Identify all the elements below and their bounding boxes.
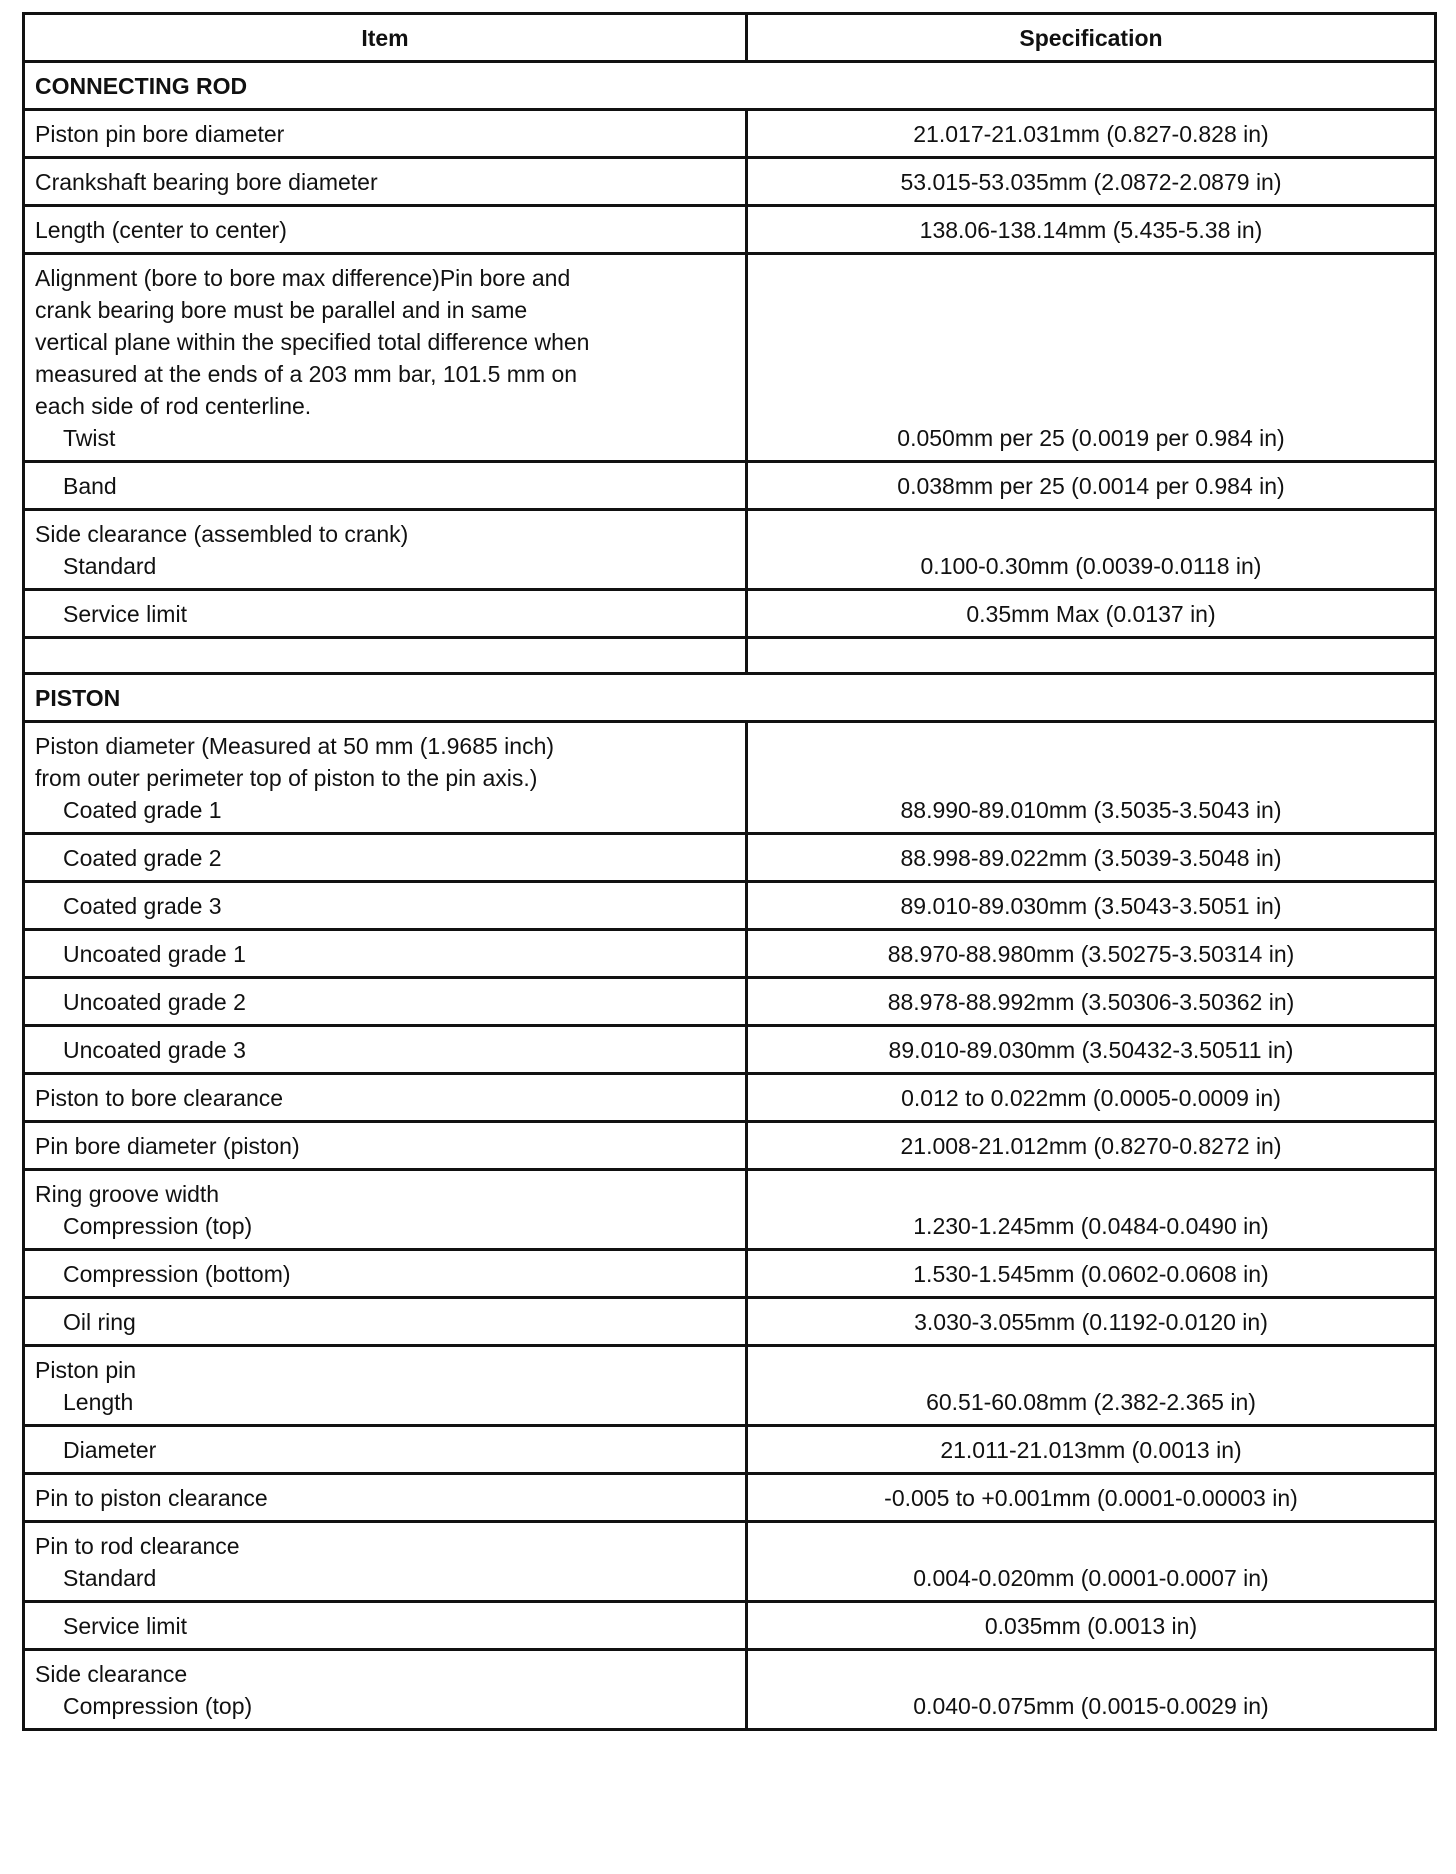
item-label: vertical plane within the specified total difference when bbox=[35, 329, 590, 355]
item-cell bbox=[24, 590, 747, 638]
item-cell bbox=[24, 510, 747, 590]
specification-value: 21.011-21.013mm (0.0013 in) bbox=[747, 1426, 1436, 1474]
specification-value: 0.012 to 0.022mm (0.0005-0.0009 in) bbox=[747, 1074, 1436, 1122]
sub-item-label: Uncoated grade 1 bbox=[63, 941, 246, 967]
item-cell bbox=[24, 1250, 747, 1298]
table-row bbox=[24, 1602, 1436, 1650]
item-cell bbox=[24, 882, 747, 930]
column-header-specification: Specification bbox=[747, 14, 1436, 62]
specification-value: 88.970-88.980mm (3.50275-3.50314 in) bbox=[747, 930, 1436, 978]
table-row bbox=[24, 206, 1436, 254]
specification-value: 0.050mm per 25 (0.0019 per 0.984 in) bbox=[747, 254, 1436, 462]
specification-table bbox=[22, 12, 1437, 1731]
table-row bbox=[24, 1522, 1436, 1602]
item-cell bbox=[24, 1346, 747, 1426]
specification-value: 1.530-1.545mm (0.0602-0.0608 in) bbox=[747, 1250, 1436, 1298]
specification-value: 0.040-0.075mm (0.0015-0.0029 in) bbox=[747, 1650, 1436, 1730]
empty-cell bbox=[24, 638, 747, 674]
sub-item-label: Band bbox=[63, 473, 117, 499]
item-cell bbox=[24, 1074, 747, 1122]
sub-item-label: Length bbox=[63, 1389, 134, 1415]
item-label: Pin to rod clearance bbox=[35, 1533, 240, 1559]
sub-item-label: Compression (bottom) bbox=[63, 1261, 291, 1287]
table-row bbox=[24, 590, 1436, 638]
item-label: Crankshaft bearing bore diameter bbox=[35, 169, 378, 195]
sub-item-label: Uncoated grade 2 bbox=[63, 989, 246, 1015]
table-row bbox=[24, 254, 1436, 462]
table-row bbox=[24, 834, 1436, 882]
sub-item-label: Service limit bbox=[63, 601, 187, 627]
section-title: CONNECTING ROD bbox=[24, 62, 1436, 110]
table-row bbox=[24, 1474, 1436, 1522]
sub-item-label: Standard bbox=[63, 1565, 157, 1591]
table-row bbox=[24, 110, 1436, 158]
item-label: Piston diameter (Measured at 50 mm (1.9685 inch) bbox=[35, 733, 555, 759]
specification-value: 89.010-89.030mm (3.5043-3.5051 in) bbox=[747, 882, 1436, 930]
sub-item-label: Compression (top) bbox=[63, 1213, 253, 1239]
table-row bbox=[24, 882, 1436, 930]
section-row bbox=[24, 674, 1436, 722]
item-cell bbox=[24, 834, 747, 882]
sub-item-label: Diameter bbox=[63, 1437, 157, 1463]
item-label: Pin to piston clearance bbox=[35, 1485, 268, 1511]
item-cell bbox=[24, 1122, 747, 1170]
specification-value: 0.100-0.30mm (0.0039-0.0118 in) bbox=[747, 510, 1436, 590]
table-row bbox=[24, 510, 1436, 590]
table-row bbox=[24, 930, 1436, 978]
item-cell bbox=[24, 1298, 747, 1346]
item-cell bbox=[24, 930, 747, 978]
empty-row bbox=[24, 638, 1436, 674]
specification-value: 88.998-89.022mm (3.5039-3.5048 in) bbox=[747, 834, 1436, 882]
item-cell bbox=[24, 1650, 747, 1730]
sub-item-label: Uncoated grade 3 bbox=[63, 1037, 246, 1063]
table-row bbox=[24, 1122, 1436, 1170]
section-title: PISTON bbox=[24, 674, 1436, 722]
specification-value: 21.008-21.012mm (0.8270-0.8272 in) bbox=[747, 1122, 1436, 1170]
item-label: Side clearance bbox=[35, 1661, 188, 1687]
table-row bbox=[24, 1346, 1436, 1426]
table-header-row bbox=[24, 14, 1436, 62]
table-row bbox=[24, 158, 1436, 206]
specification-value: 0.038mm per 25 (0.0014 per 0.984 in) bbox=[747, 462, 1436, 510]
specification-value: 0.035mm (0.0013 in) bbox=[747, 1602, 1436, 1650]
item-label: Piston pin bore diameter bbox=[35, 121, 285, 147]
specification-value: 138.06-138.14mm (5.435-5.38 in) bbox=[747, 206, 1436, 254]
table-row bbox=[24, 1170, 1436, 1250]
specification-value: 89.010-89.030mm (3.50432-3.50511 in) bbox=[747, 1026, 1436, 1074]
item-cell bbox=[24, 462, 747, 510]
item-label: Piston pin bbox=[35, 1357, 137, 1383]
item-cell bbox=[24, 1602, 747, 1650]
item-cell bbox=[24, 1026, 747, 1074]
sub-item-label: Standard bbox=[63, 553, 157, 579]
item-label: from outer perimeter top of piston to the pin axis.) bbox=[35, 765, 538, 791]
specification-value: 3.030-3.055mm (0.1192-0.0120 in) bbox=[747, 1298, 1436, 1346]
specification-value: 0.35mm Max (0.0137 in) bbox=[747, 590, 1436, 638]
specification-value: 60.51-60.08mm (2.382-2.365 in) bbox=[747, 1346, 1436, 1426]
specification-value: 1.230-1.245mm (0.0484-0.0490 in) bbox=[747, 1170, 1436, 1250]
sub-item-label: Coated grade 1 bbox=[63, 797, 222, 823]
item-cell bbox=[24, 206, 747, 254]
specification-value: 88.978-88.992mm (3.50306-3.50362 in) bbox=[747, 978, 1436, 1026]
item-label: Ring groove width bbox=[35, 1181, 220, 1207]
specification-value: -0.005 to +0.001mm (0.0001-0.00003 in) bbox=[747, 1474, 1436, 1522]
sub-item-label: Coated grade 3 bbox=[63, 893, 222, 919]
sub-item-label: Coated grade 2 bbox=[63, 845, 222, 871]
item-cell bbox=[24, 254, 747, 462]
table-row bbox=[24, 1426, 1436, 1474]
table-row bbox=[24, 1026, 1436, 1074]
empty-cell bbox=[747, 638, 1436, 674]
item-cell bbox=[24, 158, 747, 206]
item-label: measured at the ends of a 203 mm bar, 101.5 mm on bbox=[35, 361, 578, 387]
item-cell bbox=[24, 110, 747, 158]
section-row bbox=[24, 62, 1436, 110]
table-row bbox=[24, 722, 1436, 834]
sub-item-label: Oil ring bbox=[63, 1309, 136, 1335]
sub-item-label: Twist bbox=[63, 425, 116, 451]
specification-value: 88.990-89.010mm (3.5035-3.5043 in) bbox=[747, 722, 1436, 834]
item-cell bbox=[24, 978, 747, 1026]
specification-value: 21.017-21.031mm (0.827-0.828 in) bbox=[747, 110, 1436, 158]
item-label: Side clearance (assembled to crank) bbox=[35, 521, 409, 547]
sub-item-label: Compression (top) bbox=[63, 1693, 253, 1719]
item-label: Piston to bore clearance bbox=[35, 1085, 284, 1111]
item-label: Length (center to center) bbox=[35, 217, 287, 243]
item-label: Alignment (bore to bore max difference)Pin bore and bbox=[35, 265, 571, 291]
item-cell bbox=[24, 1170, 747, 1250]
column-header-item: Item bbox=[24, 14, 747, 62]
table-body bbox=[24, 62, 1436, 1730]
sub-item-label: Service limit bbox=[63, 1613, 187, 1639]
item-cell bbox=[24, 722, 747, 834]
table-row bbox=[24, 1298, 1436, 1346]
table-row bbox=[24, 978, 1436, 1026]
table-row bbox=[24, 1074, 1436, 1122]
item-cell bbox=[24, 1474, 747, 1522]
item-cell bbox=[24, 1426, 747, 1474]
item-label: each side of rod centerline. bbox=[35, 393, 312, 419]
item-cell bbox=[24, 1522, 747, 1602]
specification-value: 53.015-53.035mm (2.0872-2.0879 in) bbox=[747, 158, 1436, 206]
item-label: Pin bore diameter (piston) bbox=[35, 1133, 300, 1159]
item-label: crank bearing bore must be parallel and in same bbox=[35, 297, 528, 323]
table-row bbox=[24, 462, 1436, 510]
table-row bbox=[24, 1650, 1436, 1730]
table-row bbox=[24, 1250, 1436, 1298]
specification-value: 0.004-0.020mm (0.0001-0.0007 in) bbox=[747, 1522, 1436, 1602]
